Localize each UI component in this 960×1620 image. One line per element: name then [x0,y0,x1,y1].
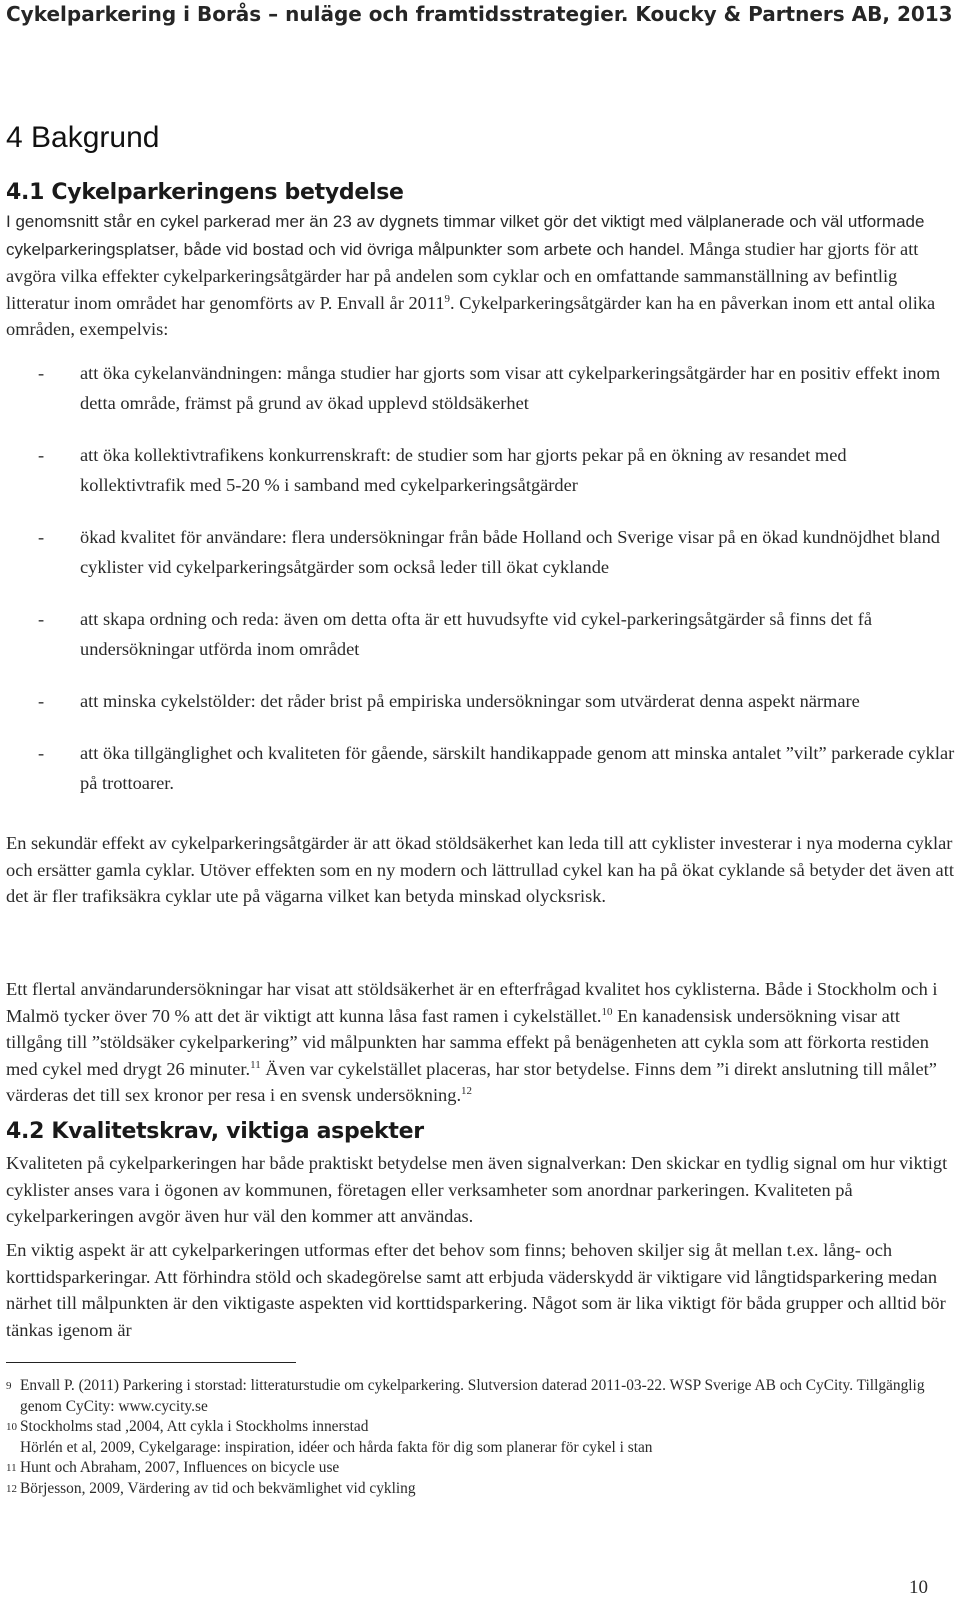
page-number: 10 [909,1577,928,1598]
paragraph-user-surveys-part-a: Ett flertal användarundersökningar har visat att stöldsäkerhet är en efterfrågad kvalitet hos cyklisterna. Både i Stockholm och i Malmö tycker över 70 % att det är viktigt att kunna låsa fast ramen i cykelstället. [6,979,938,1026]
paragraph-user-surveys [6,976,956,1109]
list-dash: - [38,363,45,383]
footnote-item [6,1376,956,1417]
footnote-number: 9 [6,1380,12,1392]
list-dash: - [38,691,45,711]
list-item-text: att öka tillgänglighet och kvaliteten för gående, särskilt handikappade genom att minska antalet ”vilt” parkerade cyklar på trottoarer. [80,743,955,793]
footnote-text: Hörlén et al, 2009, Cykelgarage: inspiration, idéer och hårda fakta för dig som planerar för cykel i stan [20,1438,653,1456]
paragraph-quality: Kvaliteten på cykelparkeringen har både praktiskt betydelse men även signalverkan: Den skickar en tydlig signal om hur viktigt cyklister anses vara i ögonen av kommunen, företagen eller verksamheter som anordnar parkeringen. Kvaliteten på cykelparkeringen avgör även hur väl den kommer att användas. [6,1153,948,1226]
list-item-text: att öka cykelanvändningen: många studier har gjorts som visar att cykelparkeringsåtgärder har en positiv effekt inom detta område, främst på grund av ökad upplevd stöldsäkerhet [80,363,941,413]
footnote-item [6,1417,956,1438]
paragraph-intro-sans-part: I genomsnitt står en cykel parkerad mer än 23 av dygnets timmar vilket gör det viktigt med välplanerade och väl utformade cykelparkeringsplatser, både vid bostad och vid övriga målpunkter som arbete och handel. [6,212,925,259]
footnote-text: Hunt och Abraham, 2007, Influences on bicycle use [20,1459,340,1476]
list-item [6,738,956,798]
list-item [6,522,956,582]
running-header: Cykelparkering i Borås – nuläge och framtidsstrategier. Koucky & Partners AB, 2013 [6,2,953,26]
list-dash: - [38,743,45,763]
paragraph-needs: En viktig aspekt är att cykelparkeringen utformas efter det behov som finns; behoven skiljer sig åt mellan t.ex. lång- och korttidsparkeringar. Att förhindra stöld och skadegörelse samt att erbjuda väderskydd är viktigare vid långtidsparkering medan närhet till målpunkten är den viktigaste aspekten vid korttidsparkering. Något som är lika viktigt för båda grupper och alltid bör tänkas igenom är [6,1240,946,1340]
footnote-ref-11[interactable]: 11 [250,1058,261,1071]
paragraph-user-surveys-part-b: En kanadensisk undersökning visar att tillgång till ”stöldsäker cykelparkering” vid målpunkten har samma effekt på benägenheten att cykla som att förkorta restiden med cykel med drygt 26 minuter. [6,1005,929,1079]
footnote-number: 12 [6,1482,17,1495]
effects-list [6,358,956,820]
footnote-number: 11 [6,1462,17,1474]
paragraph-intro-serif-part: Många studier har gjorts för att avgöra vilka effekter cykelparkeringsåtgärder har på andelen som cyklar och en omfattande sammanställning av befintlig litteratur inom området har genomförts av P. Envall år 2011 [6,238,919,313]
chapter-heading: 4 Bakgrund [6,121,160,154]
list-item [6,358,956,418]
list-item-text: att öka kollektivtrafikens konkurrenskraft: de studier som har gjorts pekar på en ökning av resandet med kollektivtrafik med 5-20 % i samband med cykelparkeringsåtgärder [80,445,847,495]
footnote-ref-12[interactable]: 12 [461,1085,473,1097]
section-heading-4-1: 4.1 Cykelparkeringens betydelse [6,180,404,205]
section-heading-4-2: 4.2 Kvalitetskrav, viktiga aspekter [6,1119,424,1144]
paragraph-intro [6,208,956,343]
footnote-ref-10[interactable]: 10 [601,1005,613,1018]
list-item-text: att minska cykelstölder: det råder brist på empiriska undersökningar som utvärderat denna aspekt närmare [80,691,860,711]
footnote-text: Börjesson, 2009, Värdering av tid och bekvämlighet vid cykling [20,1479,416,1497]
list-item [6,440,956,500]
footnote-number: 10 [6,1421,17,1433]
list-item-text: ökad kvalitet för användare: flera undersökningar från både Holland och Sverige visar på en ökad kundnöjdhet bland cyklister vid cykelparkeringsåtgärder som också leder till ökat cyklande [80,527,940,577]
list-dash: - [38,609,45,629]
paragraph-intro-tail: . Cykelparkeringsåtgärder kan ha en påverkan inom ett antal olika områden, exempelvis: [6,292,936,339]
footnote-text: Stockholms stad ,2004, Att cykla i Stockholms innerstad [20,1418,369,1435]
list-dash: - [38,527,45,547]
paragraph-secondary-effect: En sekundär effekt av cykelparkeringsåtgärder är att ökad stöldsäkerhet kan leda till att cyklister investerar i nya moderna cyklar och ersätter gamla cyklar. Utöver effekten som en ny modern och lättrullad cykel kan ha på ökat cyklande så betyder det även att det är fler trafiksäkra cyklar ute på vägarna vilket kan betyda minskad olycksrisk. [6,833,954,906]
paragraph-user-surveys-part-c: Även var cykelstället placeras, har stor betydelse. Finns dem ”i direkt anslutning till målet” värderas det till sex kronor per resa i en svensk undersökning. [6,1058,937,1105]
list-item-text: att skapa ordning och reda: även om detta ofta är ett huvudsyfte vid cykel-parkeringsåtgärder så finns det få undersökningar utförda inom området [80,609,873,659]
footnote-item [6,1458,956,1479]
footnote-separator [6,1362,296,1363]
footnotes [6,1376,956,1499]
list-dash: - [38,445,45,465]
footnote-item [6,1479,956,1500]
list-item [6,604,956,664]
footnote-item [6,1438,956,1459]
footnote-text: Envall P. (2011) Parkering i storstad: litteraturstudie om cykelparkering. Slutversion daterad 2011-03-22. WSP Sverige AB och CyCity. Tillgänglig genom CyCity: www.cycity.se [20,1377,925,1415]
footnote-ref-9[interactable]: 9 [444,292,451,305]
list-item [6,686,956,716]
